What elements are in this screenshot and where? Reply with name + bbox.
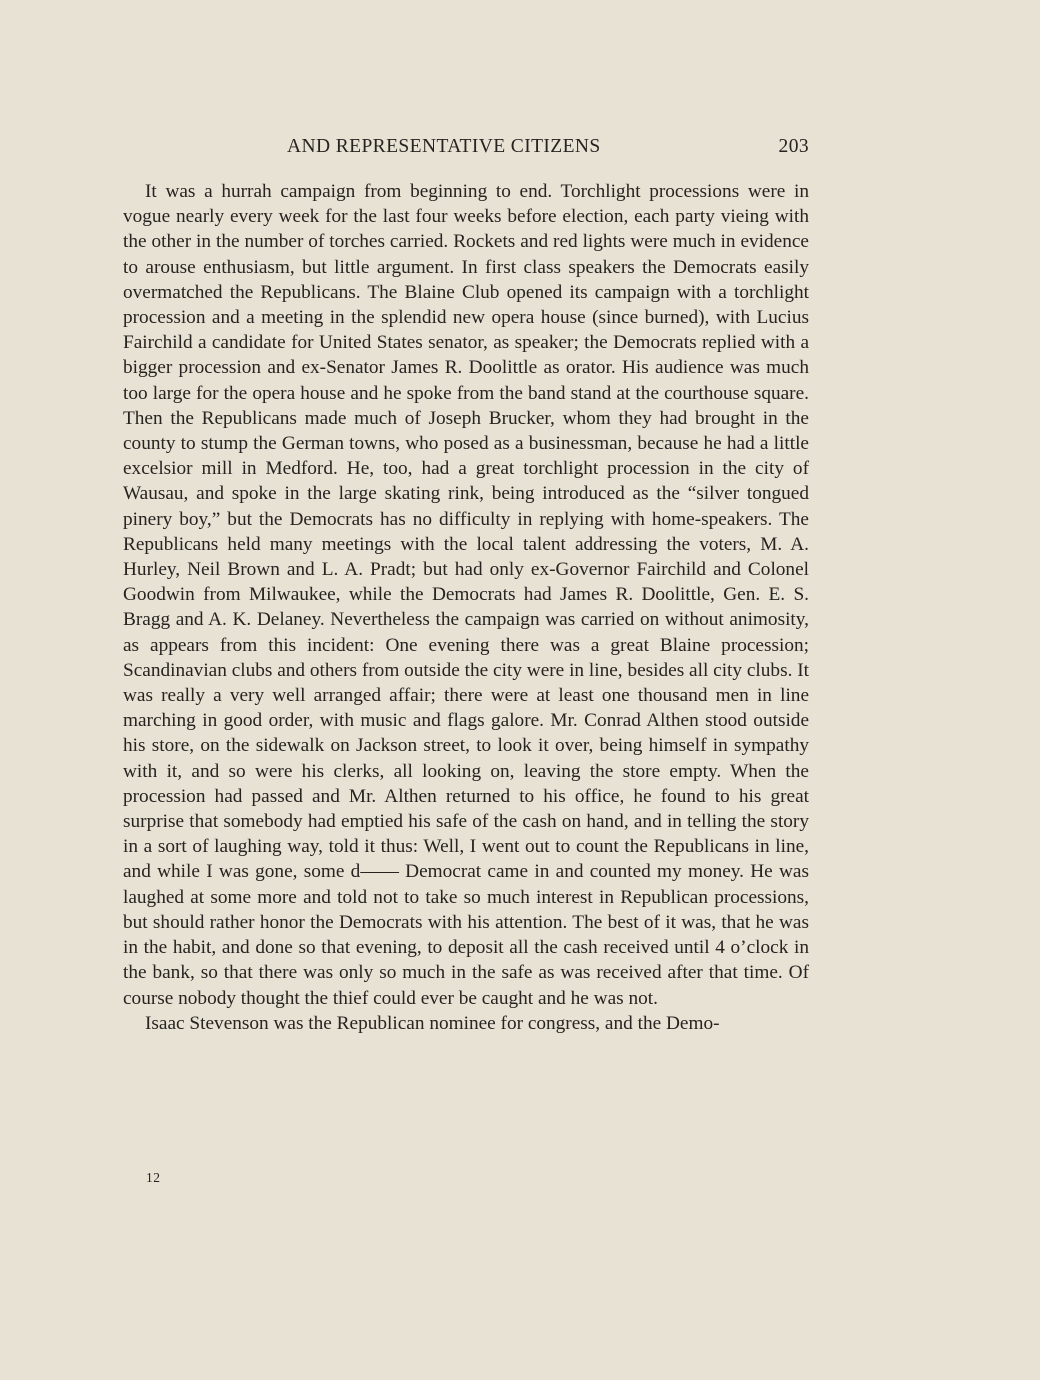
running-title: AND REPRESENTATIVE CITIZENS <box>287 136 601 157</box>
page-number: 203 <box>778 136 809 157</box>
paragraph: It was a hurrah campaign from beginning to end. Torchlight processions were in vogue nearly every week for the last four weeks before election, each party vieing with the other in the number of torches carried. Rockets and red lights were much in evidence to arouse enthusiasm, but little argument. In first class speakers the Democrats easily overmatched the Republicans. The Blaine Club opened its campaign with a torchlight procession and a meeting in the splendid new opera house (since burned), with Lucius Fairchild a candidate for United States senator, as speaker; the Democrats replied with a bigger procession and ex-Senator James R. Doolittle as orator. His audience was much too large for the opera house and he spoke from the band stand at the courthouse square. Then the Republicans made much of Joseph Brucker, whom they had brought in the county to stump the German towns, who posed as a businessman, because he had a little excelsior mill in Medford. He, too, had a great torchlight procession in the city of Wausau, and spoke in the large skating rink, being introduced as the “silver tongued pinery boy,” but the Democrats has no difficulty in replying with home-speakers. The Republicans held many meetings with the local talent addressing the voters, M. A. Hurley, Neil Brown and L. A. Pradt; but had only ex-Governor Fairchild and Colonel Goodwin from Milwaukee, while the Democrats had James R. Doolittle, Gen. E. S. Bragg and A. K. Delaney. Nevertheless the campaign was carried on without animosity, as appears from this incident: One evening there was a great Blaine procession; Scandinavian clubs and others from outside the city were in line, besides all city clubs. It was really a very well arranged affair; there were at least one thousand men in line marching in good order, with music and flags galore. Mr. Conrad Althen stood outside his store, on the sidewalk on Jackson street, to look it over, being himself in sympathy with it, and so were his clerks, all looking on, leaving the store empty. When the procession had passed and Mr. Althen returned to his office, he found to his great surprise that somebody had emptied his safe of the cash on hand, and in telling the story in a sort of laughing way, told it thus: Well, I went out to count the Republicans in line, and while I was gone, some d—— Democrat came in and counted my money. He was laughed at some more and told not to take so much interest in Republican processions, but should rather honor the Democrats with his attention. The best of it was, that he was in the habit, and done so that evening, to deposit all the cash received until 4 o’clock in the bank, so that there was only so much in the safe as was received after that time. Of course nobody thought the thief could ever be caught and he was not. <box>123 181 809 1009</box>
page-header <box>123 136 809 166</box>
body-text <box>123 179 809 1036</box>
paragraph: Isaac Stevenson was the Republican nominee for congress, and the Demo- <box>145 1012 720 1034</box>
signature-mark: 12 <box>146 1170 161 1185</box>
